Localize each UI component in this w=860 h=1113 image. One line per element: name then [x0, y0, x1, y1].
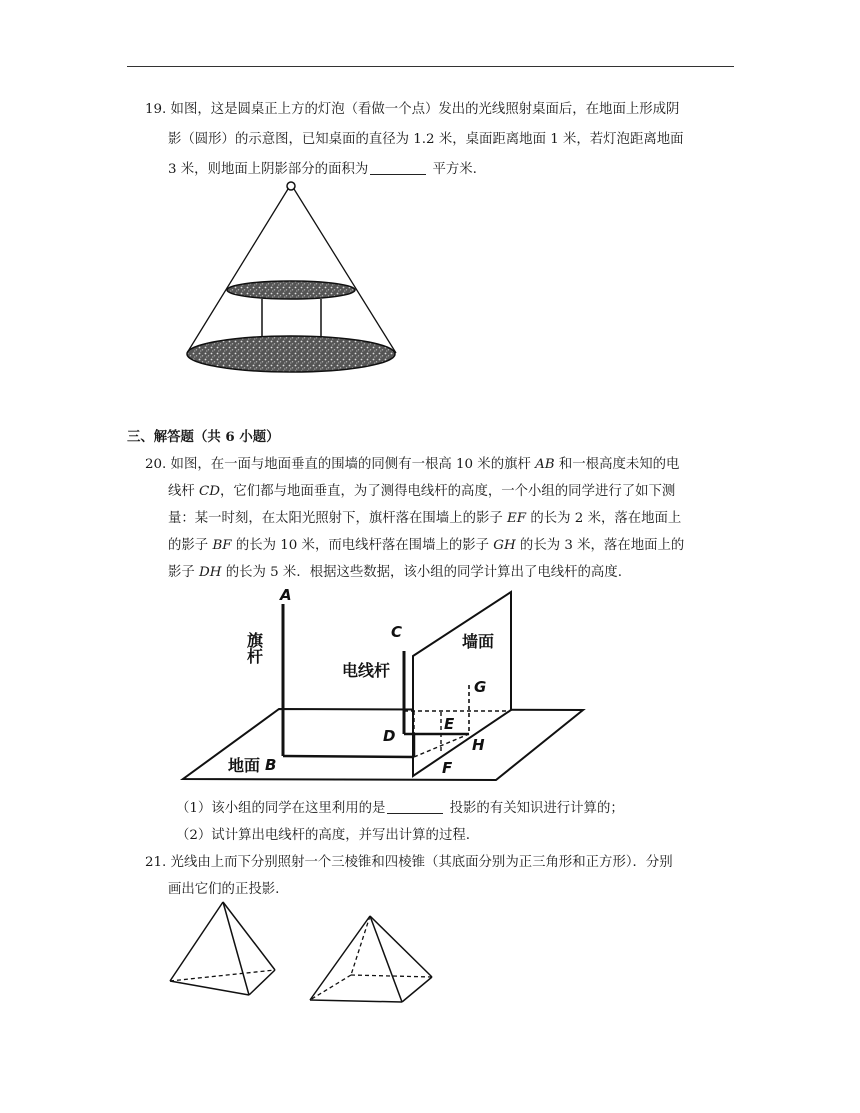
q20-var-CD: CD	[199, 484, 221, 499]
wall-plane	[413, 592, 511, 776]
q20-line5	[168, 563, 622, 583]
label-H: H	[472, 736, 485, 754]
q20-sub1-tail: 投影的有关知识进行计算的；	[445, 801, 624, 816]
q20-l3-text: 量：某一时刻，在太阳光照射下，旗杆落在围墙上的影子	[168, 511, 508, 526]
q19-figure-lamp-table	[180, 178, 410, 378]
q20-sub2: （2）试计算出电线杆的高度，并写出计算的过程.	[176, 828, 470, 843]
label-flagpole: 旗杆	[244, 632, 264, 664]
q20-line1	[145, 455, 679, 475]
q20-figure-flagpole-wall	[180, 584, 590, 784]
light-ray-left	[187, 189, 288, 353]
q19-line3-text: 3 米，则地面上阴影部分的面积为	[168, 162, 369, 177]
header-rule	[127, 66, 734, 67]
q20-line4	[168, 536, 684, 556]
label-C: C	[391, 623, 403, 641]
ground-shadow	[187, 336, 395, 372]
q19-line2: 影（圆形）的示意图，已知桌面的直径为 1.2 米，桌面距离地面 1 米，若灯泡距离地面	[168, 132, 684, 147]
q19-answer-blank[interactable]	[370, 160, 426, 175]
q21-line2: 画出它们的正投影.	[168, 882, 280, 897]
label-B: B	[265, 756, 277, 774]
q20-l2-text: 线杆	[168, 484, 200, 499]
table-top	[227, 281, 355, 299]
section-title: 三、解答题（共 6 小题）	[127, 429, 280, 445]
q20-var-GH: GH	[493, 538, 516, 553]
q20-l5-text: 影子	[168, 565, 200, 580]
q20-line2	[168, 482, 675, 502]
label-E: E	[444, 715, 455, 733]
q20-line3	[168, 509, 681, 529]
q21-figure-triangular-pyramid	[165, 895, 285, 1000]
label-G: G	[474, 678, 487, 696]
label-ground: 地面	[228, 756, 261, 775]
lamp-bulb	[287, 182, 295, 190]
q20-l1-text: 20. 如图，在一面与地面垂直的围墙的同侧有一根高 10 米的旗杆	[145, 457, 536, 472]
q20-l1-tail: 和一根高度未知的电	[554, 457, 680, 472]
label-D: D	[383, 727, 396, 745]
light-ray-right	[294, 189, 396, 353]
label-F: F	[442, 759, 453, 777]
q21-figure-square-pyramid	[305, 912, 440, 1007]
q19-line3	[168, 160, 477, 180]
label-wall: 墙面	[462, 632, 495, 651]
q19-line3-tail: 平方米.	[428, 162, 477, 177]
q20-l4-tail: 的长为 3 米，落在地面上的	[515, 538, 685, 553]
q20-l3-tail: 的长为 2 米，落在地面上	[526, 511, 682, 526]
flag-shadow-ground	[283, 756, 414, 757]
q20-var-DH: DH	[199, 565, 222, 580]
q20-sub1-text: （1）该小组的同学在这里利用的是	[176, 801, 386, 816]
q20-sub1	[176, 799, 624, 819]
q21-line1: 21. 光线由上而下分别照射一个三棱锥和四棱锥（其底面分别为正三角形和正方形）．分别	[145, 855, 673, 870]
q20-l2-tail: ，它们都与地面垂直，为了测得电线杆的高度，一个小组的同学进行了如下测	[220, 484, 676, 499]
q20-var-AB: AB	[535, 457, 555, 472]
q20-var-BF: BF	[212, 538, 232, 553]
q19-line1: 19. 如图，这是圆桌正上方的灯泡（看做一个点）发出的光线照射桌面后，在地面上形成阴	[145, 102, 680, 117]
label-electric-pole: 电线杆	[342, 661, 391, 680]
q20-l4-text: 的影子	[168, 538, 213, 553]
q20-l5-tail: 的长为 5 米．根据这些数据，该小组的同学计算出了电线杆的高度.	[221, 565, 622, 580]
q20-answer-blank[interactable]	[387, 799, 443, 814]
q20-var-EF: EF	[507, 511, 527, 526]
label-A: A	[280, 586, 292, 604]
q20-l4-mid: 的长为 10 米，而电线杆落在围墙上的影子	[231, 538, 494, 553]
